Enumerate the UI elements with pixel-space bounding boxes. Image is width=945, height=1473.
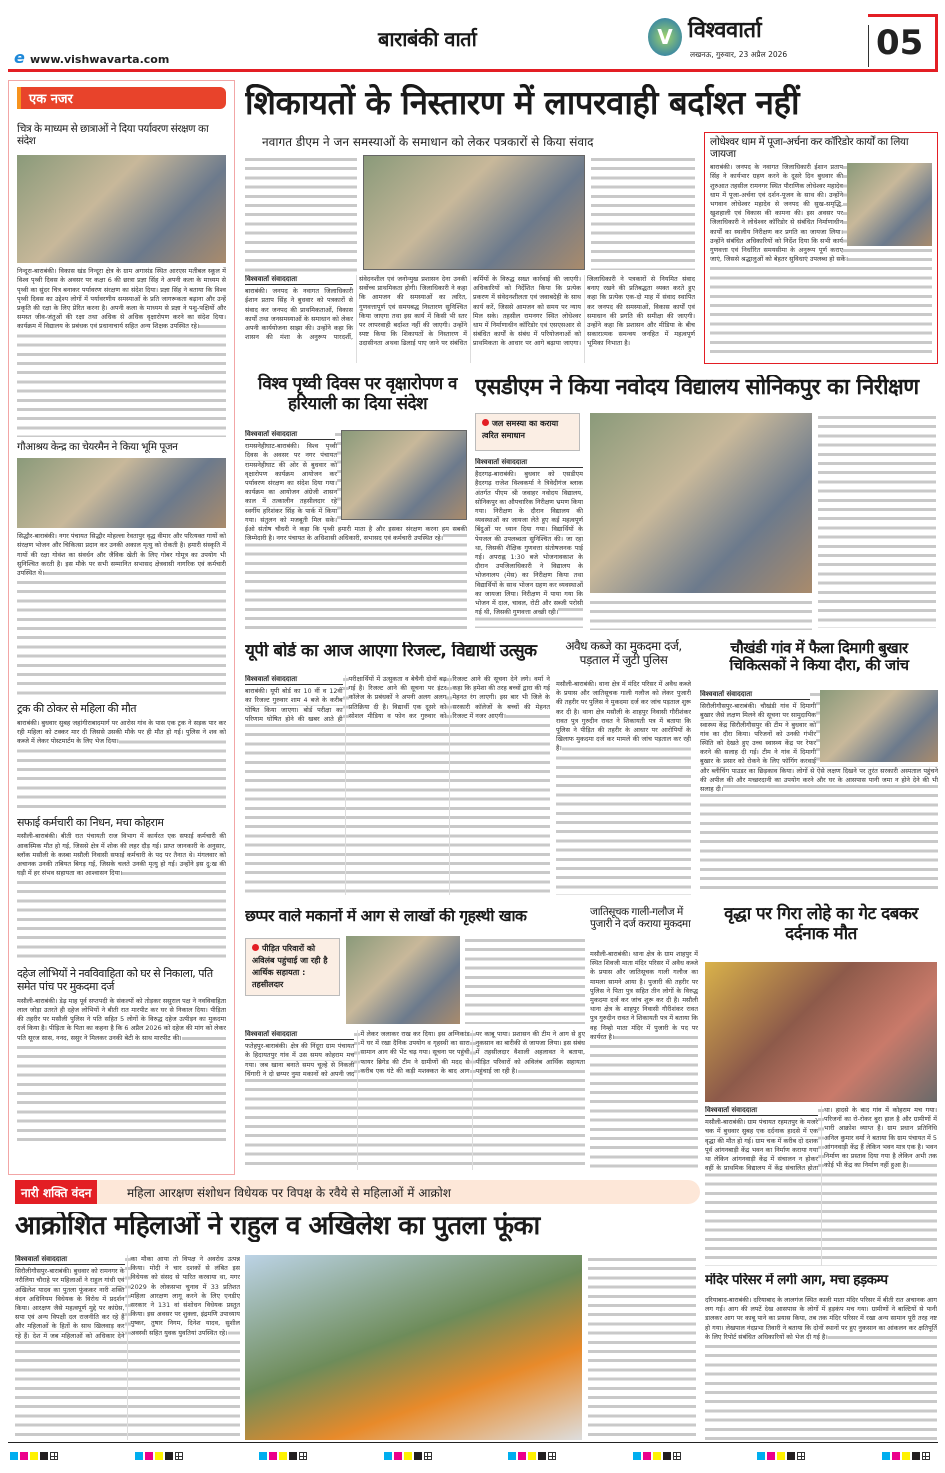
website-link[interactable]: www.vishwavarta.com — [30, 53, 170, 66]
story-body: विश्ववार्ता संवाददाता मसौली-बाराबंकी। ग्राम पंचायत रहमतपुर के मजरे चक में बुधवार सुबह एक दर्दनाक हादसे में एक वृद्धा की मौत हो गई। ग्राम चक में करीब दो दशक पूर्व आंगनबाड़ी केंद्र भवन का निर्माण कराया गया था लेकिन आंगनवाड़ी केंद्र में संचालन न होकर वहीं के प्राथमिक विद्यालय में केंद्र संचालित होता था। हादसे के बाद गांव में कोहराम मच गया। परिजनों का रो-रोकर बुरा हाल है और ग्रामीणों में भारी आक्रोश व्याप्त है। ग्राम प्रधान प्रतिनिधि अनिल कुमार वर्मा ने बताया कि ग्राम पंचायत में 5 आंगनवाड़ी केंद्र हैं लेकिन भवन मात्र एक है। भवन निर्माण का प्रस्ताव दिया गया है लेकिन अभी तक कोई भी केंद्र का निर्माण नहीं हुआ है। — [705, 1106, 937, 1266]
color-swatch — [269, 1452, 277, 1460]
color-swatch — [165, 1452, 173, 1460]
color-swatch — [508, 1452, 516, 1460]
crosshair-icon — [175, 1452, 183, 1460]
color-swatch — [40, 1452, 48, 1460]
story-headline: छप्पर वाले मकानों में आग से लाखों की गृहस्थी खाक — [245, 908, 527, 925]
story-headline: अवैध कब्जे का मुकदमा दर्ज, पड़ताल में जुटी पुलिस — [565, 639, 682, 667]
color-swatch-group — [384, 1452, 432, 1460]
color-swatch — [289, 1452, 297, 1460]
color-swatch — [404, 1452, 412, 1460]
byline: विश्ववार्ता संवाददाता — [700, 690, 810, 700]
lead-body-right — [591, 155, 695, 270]
crosshair-icon — [548, 1452, 556, 1460]
nari-shakti-tag: नारी शक्ति वंदन — [15, 1180, 97, 1204]
story-photo — [820, 690, 938, 762]
crosshair-icon — [797, 1452, 805, 1460]
registration-marks — [10, 1452, 930, 1460]
story-body-cont — [818, 413, 936, 628]
color-swatch — [20, 1452, 28, 1460]
color-swatch — [528, 1452, 536, 1460]
story-photo — [705, 962, 937, 1102]
section-title: बाराबंकी वार्ता — [378, 27, 477, 51]
color-swatch-group — [259, 1452, 307, 1460]
byline: विश्ववार्ता संवाददाता — [245, 675, 343, 685]
story-photo — [346, 936, 460, 1024]
story-headline: चौखंडी गांव में फैला दिमागी बुखार चिकित्सकों ने किया दौरा, की जांच — [729, 639, 909, 675]
story-body-cont — [465, 936, 585, 1024]
story-body: मसौली-बाराबंकी। थाना क्षेत्र के ग्राम शाहपुर में स्थित शिवजी माता मंदिर परिसर में अवैध कब्जे के प्रयास और जातिसूचक गाली गलौज का मामला सामने आया है। पुजारी की तहरीर पर पुलिस ने पिता पुत्र सहित तीन लोगों के विरुद्ध मुकदमा दर्ज कर जांच शुरू कर दी है। मसौली थाना क्षेत्र के शाहपुर निवासी गौरीशंकर रावत पुत्र गुरुदीन रावत ने शिकायती पत्र में बताया कि वह निम्हो माता मंदिर में पुजारी के पद पर कार्यरत है। — [590, 950, 698, 1170]
story-headline: गौआश्रय केन्द्र का चेयरमैन ने किया भूमि पूजन — [17, 441, 178, 454]
story-body: विश्ववार्ता संवाददाता हैदरगढ़-बाराबंकी। बुधवार को एसडीएम हैदरगढ़ राजेश विश्वकर्मा ने त्रिवेदीगंज ब्लाक अंतर्गत पीएम श्री जवाहर नवोदय विद्यालय, सोनिकपुर का औपचारिक निरीक्षण भ्रमण किया गया। निरीक्षण के दौरान विद्यालय की व्यवस्थाओं का जायजा लेते हुए कई महत्वपूर्ण बिंदुओं पर ध्यान दिया गया। विद्यार्थियों के पेयजल की उपलब्धता सुनिश्चित की। जा रहा था, जिसकी शैक्षिक गुणवत्ता संतोषजनक पाई गई। अपराह्न 1:30 बजे भोजनावकाश के दौरान उपजिलाधिकारी ने विद्यालय के भोजनालय (मेस) का निरीक्षण किया तथा विद्यार्थियों के साथ भोजन ग्रहण कर व्यवस्थाओं का जायजा लिया। निरीक्षण में पाया गया कि भोजन में दाल, चावल, रोटी और सब्जी परोसी गई थी, जिसकी गुणवत्ता अच्छी रही। — [475, 458, 583, 628]
color-swatch — [394, 1452, 402, 1460]
color-swatch — [757, 1452, 765, 1460]
color-swatch — [279, 1452, 287, 1460]
page-number-text: 05 — [876, 23, 924, 63]
crosshair-icon — [424, 1452, 432, 1460]
color-swatch — [643, 1452, 651, 1460]
story-headline: विश्व पृथ्वी दिवस पर वृक्षारोपण व हरियाली का दिया संदेश — [258, 374, 457, 414]
color-swatch — [384, 1452, 392, 1460]
color-swatch — [259, 1452, 267, 1460]
crosshair-icon — [299, 1452, 307, 1460]
story-headline: वृद्धा पर गिरा लोहे का गेट दबकर दर्दनाक मौत — [724, 904, 918, 944]
story-headline: एसडीएम ने किया नवोदय विद्यालय सोनिकपुर का निरीक्षण — [475, 375, 919, 400]
byline: विश्ववार्ता संवाददाता — [245, 1030, 354, 1040]
page-number — [868, 14, 938, 72]
byline: विश्ववार्ता संवाददाता — [245, 430, 335, 440]
dateline: लखनऊ, गुरुवार, 23 अप्रैल 2026 — [690, 50, 788, 59]
color-swatch-group — [757, 1452, 805, 1460]
color-swatch — [10, 1452, 18, 1460]
story-headline: लोधेश्वर धाम में पूजा-अर्चना कर कॉरिडोर कार्यों का लिया जायजा — [710, 136, 909, 161]
effigy-photo — [245, 1255, 582, 1440]
crosshair-icon — [673, 1452, 681, 1460]
story-photo — [341, 430, 467, 520]
crosshair-icon — [50, 1452, 58, 1460]
story-headline: आक्रोशित महिलाओं ने राहुल व अखिलेश का पुतला फूंका — [15, 1212, 540, 1241]
nari-shakti-strap — [15, 1180, 700, 1204]
color-swatch — [882, 1452, 890, 1460]
highlight-box: जल समस्या का कराया त्वरित समाधान — [475, 413, 580, 451]
bullet-icon — [482, 419, 489, 426]
brand-logo-icon: V — [648, 18, 682, 56]
story-body: बाराबंकी। बुधवार सुबह जहांगीराबादमार्ग पर आरोस गांव के पास एक ट्रक ने सड़क पार कर रही महिला को टक्कर मार दी जिससे उसकी मौके पर ही मौत हो गई। पुलिस ने शव को कब्जे में लेकर पोस्टमार्टम के लिए भेज दिया। — [17, 719, 226, 811]
color-swatch — [902, 1452, 910, 1460]
story-headline: सफाई कर्मचारी का निधन, मचा कोहराम — [17, 815, 164, 829]
brand-name: विश्ववार्ता — [688, 18, 762, 43]
color-swatch — [787, 1452, 795, 1460]
color-swatch — [414, 1452, 422, 1460]
color-swatch — [777, 1452, 785, 1460]
masthead — [8, 0, 938, 72]
story-body: मसौली-बाराबंकी। थाना क्षेत्र में मंदिर परिसर में अवैध कब्जे के प्रयास और जातिसूचक गाली गलौज को लेकर पुजारी की तहरीर पर पुलिस ने मुकदमा दर्ज कर जांच पड़ताल शुरू कर दी है। थाना क्षेत्र मसौली के शाहपुर निवासी गौरीशंकर रावत पुत्र गुरुदीन रावत ने शिकायती पत्र में बताया कि पुलिस ने पीड़ित की तहरीर के आधार पर आरोपियों के खिलाफ मुकदमा दर्ज कर मामले की जांच पड़ताल कर रही है। — [556, 680, 691, 895]
story-headline: मंदिर परिसर में लगी आग, मचा हड़कम्प — [705, 1273, 888, 1288]
color-swatch — [892, 1452, 900, 1460]
story-photo — [590, 413, 812, 593]
color-swatch — [30, 1452, 38, 1460]
lead-body: विश्ववार्ता संवाददाता बाराबंकी। जनपद के नवागत जिलाधिकारी ईशान प्रताप सिंह ने बुधवार को पत्रकारों से संवाद कर जनपद की प्राथमिकताओं, विकास कार्यों तथा जनसमस्याओं के समाधान को लेकर अपनी कार्ययोजना साझा की। उन्होंने कहा कि शासन की मंशा के अनुरूप पारदर्शी, संवेदनशील एवं जनोन्मुख प्रशासन देना उनकी सर्वोच्च प्राथमिकता होगी। जिलाधिकारी ने कहा कि आमजन की समस्याओं का त्वरित, गुणवत्तापूर्ण एवं समयबद्ध निस्तारण सुनिश्चित किया जाएगा तथा इस कार्य में किसी भी स्तर पर लापरवाही बर्दाश्त नहीं की जाएगी। उन्होंने स्पष्ट किया कि शिकायतों के निस्तारण में उदासीनता अथवा ढिलाई पाए जाने पर संबंधित कर्मियों के विरुद्ध सख्त कार्रवाई की जाएगी। अधिकारियों को निर्देशित किया कि प्रत्येक प्रकरण में संवेदनशीलता एवं जवाबदेही के साथ कार्य करें, जिससे आमजन को समय पर न्याय मिल सके। तहसील रामनगर स्थित लोधेश्वर धाम में निर्माणाधीन कॉरिडोर एवं एसएसआर से संबंधित कार्यों के संबंध में परियोजनाओं को प्राथमिकता के आधार पर आगे बढ़ाया जाएगा। जिलाधिकारी ने पत्रकारों से नियमित संवाद बनाए रखने की प्रतिबद्धता व्यक्त करते हुए कहा कि प्रत्येक एक-दो माह में संवाद स्थापित कर जनपद की समस्याओं, विकास कार्यों एवं समाधान की प्रगति की समीक्षा की जाएगी। उन्होंने कहा कि प्रशासन और मीडिया के बीच सकारात्मक समन्वय जनहित में महत्वपूर्ण भूमिका निभाता है। — [245, 275, 695, 363]
ek-nazar-column — [8, 80, 235, 1175]
color-swatch — [633, 1452, 641, 1460]
story-headline: चित्र के माध्यम से छात्राओं ने दिया पर्यावरण संरक्षण का संदेश — [17, 123, 209, 148]
story-body: विश्ववार्ता संवाददाता सिरौलीगौसपुर-बाराबंकी। बुधवार को रामनगर के नरौलिया चौराहे पर महिलाओं ने राहुल गांधी एवं अखिलेश यादव का पुतला फूंककर नारी शक्ति वंदन अधिनियम विधेयक के विरोध में प्रदर्शन किया। आरक्षण जैसे महत्वपूर्ण मुद्दे पर कांग्रेस, सपा एवं अन्य विपक्षी दल राजनीति कर रहे हैं और महिलाओं के हितों के साथ खिलवाड़ कर रहे हैं। देश में जब महिलाओं को अधिकार देने का मौका आया तो विपक्ष ने अवरोध उत्पन्न किया। मोदी ने चार दशकों से लंबित इस विधेयक को संसद से पारित करवाया था, मगर 2029 के लोकसभा चुनाव में 33 प्रतिशत महिला आरक्षण लागू करने के लिए एनडीए सरकार ने 131 वां संशोधन विधेयक प्रस्तुत किया। इस अवसर पर शुक्ला, इंद्रमणि उपाध्याय पुष्कर, तुषार निगम, दिनेश यादव, सुशील अवस्थी सहित युवक युवतियां उपस्थित रहे। — [15, 1255, 240, 1440]
color-swatch — [663, 1452, 671, 1460]
byline: विश्ववार्ता संवाददाता — [475, 458, 583, 468]
story-body-cont — [588, 1255, 696, 1440]
color-swatch — [155, 1452, 163, 1460]
byline: विश्ववार्ता संवाददाता — [15, 1255, 125, 1265]
byline: विश्ववार्ता संवाददाता — [245, 275, 353, 285]
story-body-cont — [590, 598, 812, 630]
highlight-box: पीड़ित परिवारों को अविलंब पहुंचाई जा रही है आर्थिक सहायता : तहसीलदार — [245, 938, 340, 996]
color-swatch-group — [633, 1452, 681, 1460]
story-headline: ट्रक की ठोकर से महिला की मौत — [17, 702, 136, 716]
story-body: निन्दूरा-बाराबंकी। विकास खंड निन्दूरा क्षेत्र के ग्राम अगासंड स्थित आरएस मतीबल स्कूल में विश्व पृथ्वी दिवस के अवसर पर कक्षा 6 की छात्रा प्रज्ञा सिंह ने अपनी कला के माध्यम से पृथ्वी का सुंदर चित्र बनाकर पर्यावरण संरक्षण का संदेश दिया। प्रज्ञा सिंह ने बताया कि विश्व पृथ्वी दिवस का उद्देश्य लोगों में पर्यावरणीय समस्याओं के प्रति जागरूकता बढ़ाना और उन्हें प्रकृति की रक्षा के लिए प्रेरित करना है। अपनी कला के माध्यम से प्रज्ञा ने पशु-पक्षियों और समस्त जीव-जंतुओं की रक्षा तथा अधिक से अधिक वृक्षारोपण करने का संदेश दिया। कार्यक्रम में विद्यालय के प्रबंधक एवं प्रधानाचार्य सहित अन्य शिक्षक उपस्थित रहे। — [17, 267, 226, 437]
ek-nazar-label: एक नजर — [17, 87, 226, 109]
lead-subhead: नवागत डीएम ने जन समस्याओं के समाधान को लेकर पत्रकारों से किया संवाद — [262, 135, 594, 149]
strap-text: महिला आरक्षण संशोधन विधेयक पर विपक्ष के रवैये से महिलाओं में आक्रोश — [127, 1186, 451, 1200]
story-photo — [847, 163, 932, 246]
story-photo — [17, 458, 226, 528]
color-swatch-group — [882, 1452, 930, 1460]
story-body: विश्ववार्ता संवाददाता फतेहपुर-बाराबंकी। क्षेत्र की निंदूरा ग्राम पंचायत के हिदायतपुर गांव में उस समय कोहराम मच गया। जब खाना बनाते समय चूल्हे से निकली चिंगारी ने दो छप्पर नुमा मकानों को अपनी जद में लेकर जलाकर राख कर दिया। इस अग्निकांड में घर में रखा दैनिक उपयोग व गृहस्थी का सारा सामान आग की भेंट चढ़ गया। सूचना पर पहुंची फायर ब्रिगेड की टीम ने ग्रामीणों की मदद से करीब एक घंटे की कड़ी मशक्कत के बाद आग पर काबू पाया। प्रशासन की टीम ने आग से हुए नुकसान का बारीकी से जायजा लिया। इस संबंध में तहसीलदार वैशाली अहलावत ने बताया, पीड़ित परिवारों को अविलंब आर्थिक सहायता पहुंचाई जा रही है। — [245, 1030, 585, 1170]
story-headline: दहेज लोभियों ने नवविवाहिता को घर से निकाला, पति समेत पांच पर मुकदमा दर्ज — [17, 967, 213, 994]
crosshair-icon — [922, 1452, 930, 1460]
story-body: बाराबंकी। जनपद के नवागत जिलाधिकारी ईशान प्रताप सिंह ने कार्यभार ग्रहण करने के दूसरे दिन बुधवार की शुरुआत तहसील रामनगर स्थित पौराणिक लोधेश्वर महादेव धाम में पूजा-अर्चना एवं दर्शन-पूजन के साथ की। उन्होंने भगवान लोधेश्वर महादेव से जनपद की सुख-समृद्धि, खुशहाली एवं विकास की कामना की। इस अवसर पर जिलाधिकारी ने लोधेश्वर कॉरिडोर से संबंधित निर्माणाधीन कार्यों का स्थलीय निरीक्षण कर प्रगति का जायजा लिया। उन्होंने संबंधित अधिकारियों को निर्देश दिया कि सभी कार्य गुणवत्ता एवं निर्धारित समयसीमा के अनुरूप पूर्ण कराए जाएं, जिससे श्रद्धालुओं को बेहतर सुविधाएं उपलब्ध हो सकें। — [710, 163, 932, 355]
story-body: मसौली-बाराबंकी। बीती रात पंचायती राज विभाग में कार्यरत एक सफाई कर्मचारी की आकस्मिक मौत हो गई, जिससे क्षेत्र में शोक की लहर दौड़ गई। प्राप्त जानकारी के अनुसार, ब्लॉक मसौली के कस्बा मसौली निवासी सफाई कर्मचारी के पद पर तैनात थे। मंगलवार को अचानक उनकी तबियत बिगड़ गई, जिसके चलते उनकी मृत्यु हो गई। उन्होंने इस दु:ख की घड़ी में हर संभव सहायता का आश्वासन दिया। — [17, 832, 226, 958]
lead-headline: शिकायतों के निस्तारण में लापरवाही बर्दाश्त नहीं — [245, 84, 800, 122]
color-swatch — [653, 1452, 661, 1460]
byline: विश्ववार्ता संवाददाता — [705, 1106, 818, 1116]
story-body: सिद्धौर-बाराबंकी। नगर पंचायत सिद्धौर मोहल्ला रेवतापुर वृद्ध वीमार और परित्यक्त गायों को संरक्षण भोजन और चिकित्सा प्रदान कर उनकी अकाल मृत्यु को रोकती है। हमारी संस्कृति में गायों की रक्षा गोवंश का संवर्धन और जैविक खेती के लिए गोबर गोमूत्र का उपयोग भी सुनिश्चित करती है। इस मौके पर सभी सम्मानित सभासद क्षेत्रवासी नागरिक एवं कर्मचारी उपस्थित थे। — [17, 532, 226, 697]
story-headline: जातिसूचक गाली-गलौज में पुजारी ने दर्ज कराया मुकदमा — [590, 906, 691, 931]
color-swatch — [912, 1452, 920, 1460]
color-swatch-group — [508, 1452, 556, 1460]
story-body: विश्ववार्ता संवाददाता बाराबंकी। यूपी बोर्ड का 10 वीं व 12वीं का रिजल्ट गुरुवार शाम 4 बजे के करीब घोषित किया जाएगा। बोर्ड परीक्षा का परिणाम घोषित होने की खबर आते ही परीक्षार्थियों में उत्सुकता व बेचैनी दोनों बढ़ गई है। रिजल्ट आने की सूचना पर इंटर कॉलेज के प्रबंधकों ने अपनी अलग अलग प्रतिक्रिया दी है। विद्यार्थी एक दूसरे को सोशल मीडिया व फोन कर गुरुवार को रिजल्ट आने की सूचना देने लगे। वर्मा ने कहा कि हमेशा की तरह बच्चों द्वारा की गई मेहनत रंग लाएगी। इस बार भी जिले के सरकारी कॉलेजों के बच्चों की मेहनत रिजल्ट में नजर आएगी। — [245, 675, 550, 895]
lead-photo — [363, 155, 585, 270]
story-body: दरियाबाद-बाराबंकी। दरियाबाद के लालगंज स्थित काली माता मंदिर परिसर में बीती रात अचानक आग लग गई। आग की लपटें देख आसपास के लोगों में हड़कंप मच गया। ग्रामीणों ने बाल्टियों से पानी डालकर आग पर काबू पाने का प्रयास किया, तब तक मंदिर परिसर में रखा अन्य सामान पूरी तरह नष्ट हो गया। लेखपाल नंदप्रभा तिवारी ने बताया कि दोनों स्थानों पर हुए नुकसान का आंकलन कर क्षतिपूर्ति के लिए रिपोर्ट संबंधित अधिकारियों को भेज दी गई है। — [705, 1296, 937, 1440]
bullet-icon — [252, 944, 259, 951]
color-swatch — [767, 1452, 775, 1460]
color-swatch — [518, 1452, 526, 1460]
story-headline: यूपी बोर्ड का आज आएगा रिजल्ट, विद्यार्थी उत्सुक — [245, 642, 537, 661]
color-swatch-group — [10, 1452, 58, 1460]
story-body: मसौली-बाराबंकी। डेढ़ माह पूर्व सप्तपदी के संकल्पों को तोड़कर ससुराल पक्ष ने नवविवाहिता लाल जोड़ा उतरते ही दहेज लोभियों ने बीती रात मारपीट कर घर से निकाल दिया। पीड़िता की तहरीर पर मसौली पुलिस ने पति सहित 5 लोगों के विरुद्ध दहेज उत्पीड़न का मुकदमा दर्ज किया है। पीड़िता के पिता का कहना है कि 6 अप्रैल 2026 को दहेज की मांग को लेकर पति सूरज सास, ननद, ससुर ने मिलकर उनकी बेटी के साथ मारपीट की। — [17, 997, 226, 1147]
lodheshwar-box — [704, 132, 938, 364]
footer-rule — [8, 1442, 938, 1443]
story-photo — [17, 155, 226, 263]
color-swatch — [145, 1452, 153, 1460]
browser-e-icon: e — [14, 48, 25, 67]
color-swatch — [538, 1452, 546, 1460]
story-body: विश्ववार्ता संवाददाता रामसनेहीघाट-बाराबंकी। विश्व पृथ्वी दिवस के अवसर पर नगर पंचायत रामसनेहीघाट की ओर से बुधवार को वृक्षारोपण कार्यक्रम आयोजन कर पर्यावरण संरक्षण का संदेश दिया गया। कार्यक्रम का आयोजन अंग्रेजी शासन काल में तत्कालीन तहसीलदार रहे स्वर्गीय हरिशंकर सिंह के पार्क में किया गया। संतुलन को मजबूती मिल सके। ईओ संतोष चौधरी ने कहा कि पृथ्वी हमारी माता है और इसका संरक्षण करना हम सबकी जिम्मेदारी है। नगर पंचायत के अधिशासी अधिकारी, सभासद एवं कर्मचारी उपस्थित रहे। — [245, 430, 467, 630]
story-body: विश्ववार्ता संवाददाता सिरौलीगौसपुर-बाराबंकी। चौखंडी गांव में दिमागी बुखार जैसे लक्षण मिलने की सूचना पर सामुदायिक स्वास्थ्य केंद्र सिरौलीगौसपुर की टीम ने बुधवार को गांव का दौरा किया। परिजनों को उनकी गंभीर स्थिति को देखते हुए उच्च स्वास्थ्य केंद्र पर रेफर करने की सलाह दी गई। टीम ने गांव में दिमागी बुखार के प्रसार को रोकने के लिए फॉगिंग करवाई और ब्लीचिंग पाउडर का छिड़काव किया। लोगों से ऐसे लक्षण दिखने पर तुरंत सरकारी अस्पताल पहुंचने की अपील की और मच्छरदानी का उपयोग करने और घर के आसपास पानी जमा न होने देने की भी सलाह दी। — [700, 690, 938, 895]
color-swatch-group — [135, 1452, 183, 1460]
color-swatch — [135, 1452, 143, 1460]
